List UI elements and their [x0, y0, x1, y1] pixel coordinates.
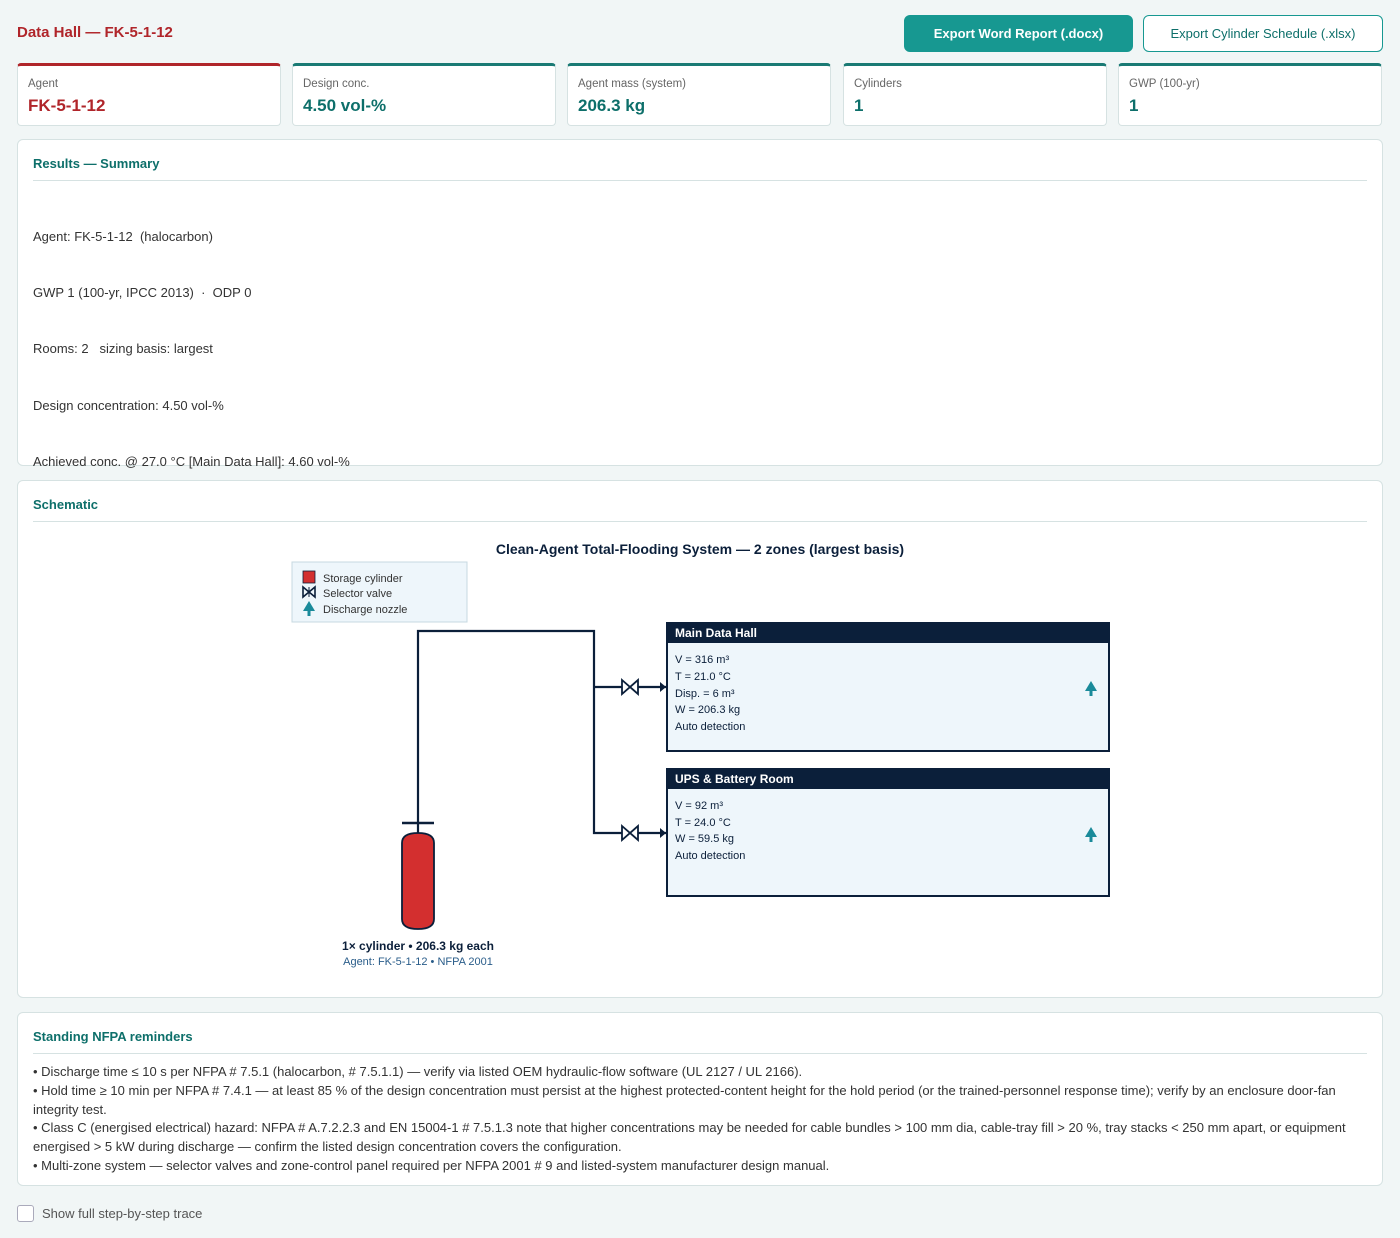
- arrow-icon: [660, 828, 666, 838]
- summary-line: Agent: FK-5-1-12 (halocarbon): [33, 228, 213, 244]
- kpi-label: Design conc.: [303, 78, 370, 90]
- zone-name: Main Data Hall: [675, 626, 758, 640]
- summary-line: Design concentration: 4.50 vol-%: [33, 397, 224, 413]
- arrow-icon: [660, 682, 666, 692]
- zone-line: Auto detection: [675, 850, 746, 862]
- system-schematic: [18, 481, 1384, 999]
- kpi-value: FK-5-1-12: [28, 96, 106, 115]
- kpi-gwp: [1118, 63, 1382, 126]
- legend-cylinder-label: Storage cylinder: [323, 573, 403, 585]
- results-summary-title: Results — Summary: [33, 156, 160, 171]
- selector-valve-icon: [622, 680, 638, 694]
- legend-cylinder-icon: [303, 571, 315, 583]
- trace-checkbox[interactable]: [17, 1205, 34, 1222]
- export-cylinder-schedule-button[interactable]: Export Cylinder Schedule (.xlsx): [1143, 15, 1383, 52]
- zone-line: W = 59.5 kg: [675, 833, 735, 845]
- kpi-label: GWP (100-yr): [1129, 78, 1200, 90]
- reminders-list: [33, 1063, 1353, 1176]
- page-title: Data Hall — FK-5-1-12: [17, 24, 173, 41]
- legend-valve-label: Selector valve: [323, 588, 393, 600]
- reminder-item: • Class C (energised electrical) hazard: NFPA # A.7.2.2.3 and EN 15004-1 # 7.5.1.3 note that higher concentrations may be needed for cable bundles > 100 mm dia, cable-tray fill > 20 %, tray stacks < 250 mm apart, or equipment energised > 5 kW during discharge — confirm the listed design concentration covers the configuration.: [33, 1120, 1346, 1155]
- kpi-agent: [17, 63, 281, 126]
- divider: [33, 1053, 1367, 1054]
- summary-line: GWP 1 (100-yr, IPCC 2013) · ODP 0: [33, 284, 252, 300]
- legend-nozzle-label: Discharge nozzle: [323, 604, 408, 616]
- trace-label: Show full step-by-step trace: [42, 1205, 203, 1221]
- summary-line: Achieved conc. @ 27.0 °C [Main Data Hall]: 4.60 vol-%: [33, 454, 350, 470]
- kpi-value: 206.3 kg: [578, 96, 646, 115]
- reminder-item: • Discharge time ≤ 10 s per NFPA # 7.5.1 (halocarbon, # 7.5.1.1) — verify via listed OEM hydraulic-flow software (UL 2127 / UL 2166).: [33, 1064, 803, 1079]
- legend: [292, 562, 467, 622]
- zone-line: Auto detection: [675, 721, 746, 733]
- export-word-report-button[interactable]: Export Word Report (.docx): [904, 15, 1133, 52]
- piping: [418, 631, 666, 833]
- header: [0, 0, 1400, 64]
- kpi-label: Agent mass (system): [578, 78, 686, 90]
- kpi-value: 1: [1129, 96, 1139, 115]
- cylinder-subcaption: Agent: FK-5-1-12 • NFPA 2001: [343, 956, 493, 968]
- schematic-card: [17, 480, 1383, 998]
- schematic-title: Schematic: [33, 497, 99, 512]
- kpi-value: 4.50 vol-%: [303, 96, 387, 115]
- zone-line: V = 92 m³: [675, 800, 723, 812]
- zone-ups-battery-room: [667, 769, 1109, 896]
- kpi-value: 1: [854, 96, 864, 115]
- kpi-label: Agent: [28, 78, 59, 90]
- show-trace-toggle[interactable]: [17, 1203, 202, 1223]
- zone-line: W = 206.3 kg: [675, 704, 741, 716]
- zone-line: V = 316 m³: [675, 654, 730, 666]
- zone-name: UPS & Battery Room: [675, 772, 794, 786]
- results-summary-card: [17, 139, 1383, 470]
- kpi-label: Cylinders: [854, 78, 902, 90]
- zone-main-data-hall: [667, 623, 1109, 751]
- zone-line: Disp. = 6 m³: [675, 688, 735, 700]
- summary-line: Rooms: 2 sizing basis: largest: [33, 341, 213, 357]
- selector-valve-icon: [622, 826, 638, 840]
- divider: [33, 180, 1367, 181]
- reminder-item: • Hold time ≥ 10 min per NFPA # 7.4.1 — at least 85 % of the design concentration must persist at the highest protected-content height for the hold period (or the trained-personnel response time); verify by an enclosure door-fan integrity test.: [33, 1082, 1336, 1117]
- nfpa-reminders-card: [17, 1012, 1383, 1186]
- zone-line: T = 24.0 °C: [675, 817, 731, 829]
- storage-cylinder-icon: [402, 816, 434, 929]
- kpi-agent-mass: [567, 63, 831, 126]
- zone-line: T = 21.0 °C: [675, 671, 731, 683]
- kpi-cylinders: [843, 63, 1107, 126]
- reminder-item: • Multi-zone system — selector valves and zone-control panel required per NFPA 2001 # 9 and listed-system manufacturer design manual.: [33, 1157, 830, 1173]
- kpi-design-conc: [292, 63, 556, 126]
- main-pipe: [418, 631, 622, 833]
- diagram-title: Clean-Agent Total-Flooding System — 2 zones (largest basis): [495, 541, 905, 557]
- cylinder-caption: 1× cylinder • 206.3 kg each: [342, 939, 494, 953]
- reminders-title: Standing NFPA reminders: [33, 1029, 193, 1044]
